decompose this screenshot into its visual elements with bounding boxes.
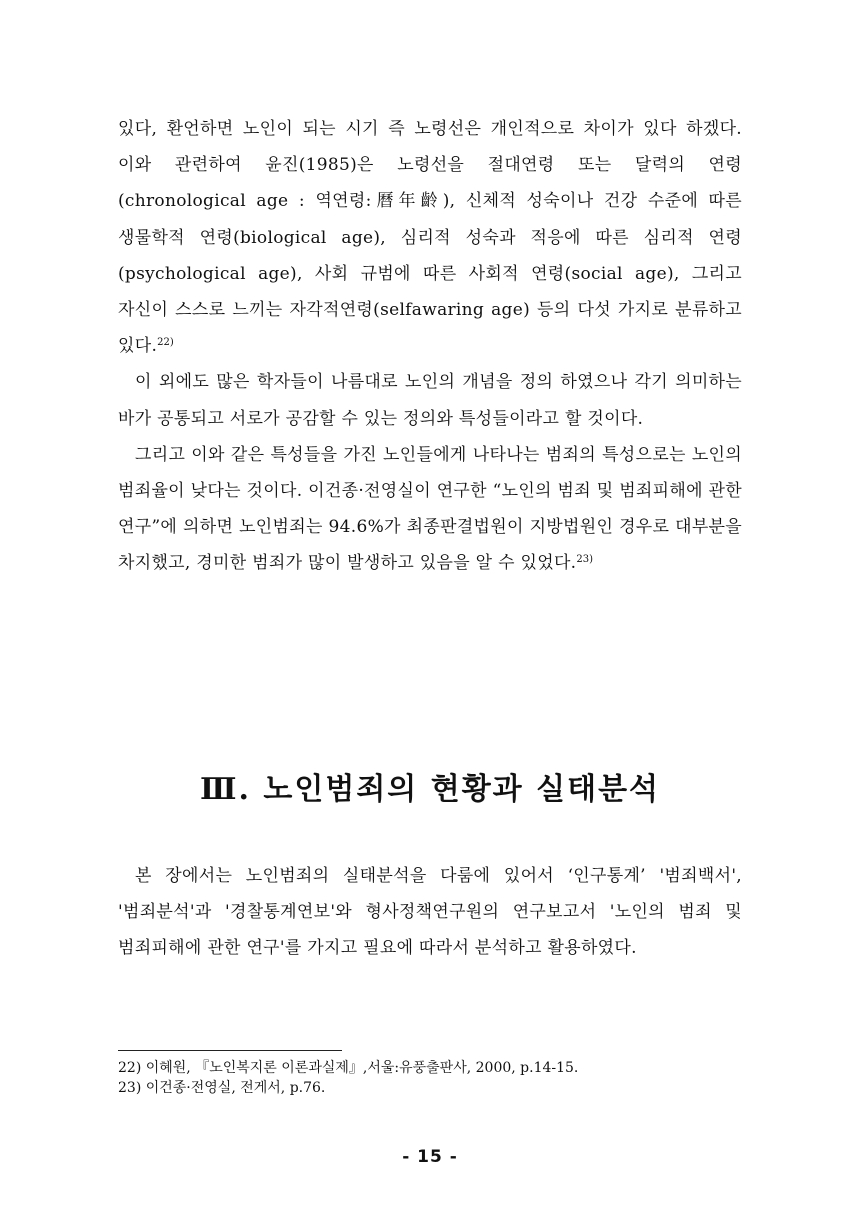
section-body-text bbox=[118, 858, 742, 967]
footnote-divider bbox=[118, 1050, 342, 1051]
footnote-reference-23: 23) bbox=[576, 554, 594, 566]
footnote-reference-22: 22) bbox=[157, 337, 174, 349]
paragraph-concept-of-elderly bbox=[118, 364, 742, 436]
footnote-23: 23) 이건종·전영실, 전게서, p.76. bbox=[118, 1080, 326, 1096]
paragraph-text: 본 장에서는 노인범죄의 실태분석을 다룸에 있어서 ‘인구통계’ '범죄백서', '범죄분석'과 '경찰통계연보'와 형사정책연구원의 연구보고서 '노인의 범죄 및 범죄피해에 관한 연구'를 가지고 필요에 따라서 분석하고 활용하였다. bbox=[118, 866, 742, 959]
section-heading: Ⅲ. 노인범죄의 현황과 실태분석 bbox=[199, 772, 661, 807]
page-number: - 15 - bbox=[402, 1147, 458, 1167]
paragraph-text: 그리고 이와 같은 특성들을 가진 노인들에게 나타나는 범죄의 특성으로는 노인의 범죄율이 낮다는 것이다. 이건종·전영실이 연구한 “노인의 범죄 및 범죄피해에 관한 연구”에 의하면 노인범죄는 94.6%가 최종판결법원이 지방법원인 경우로 대부분을 차지했고, 경미한 범죄가 많이 발생하고 있음을 알 수 있었다. bbox=[118, 444, 742, 574]
paragraph-chapter-intro bbox=[118, 858, 742, 967]
paragraph-text: 이 외에도 많은 학자들이 나름대로 노인의 개념을 정의 하였으나 각기 의미하는 바가 공통되고 서로가 공감할 수 있는 정의와 특성들이라고 할 것이다. bbox=[118, 372, 742, 429]
footnotes bbox=[118, 1058, 742, 1098]
paragraph-text: 있다, 환언하면 노인이 되는 시기 즉 노령선은 개인적으로 차이가 있다 하겠다. 이와 관련하여 윤진(1985)은 노령선을 절대연령 또는 달력의 연령(chronological age : 역연령:曆年齡), 신체적 성숙이나 건강 수준에 따른 생물학적 연령(biological age), 심리적 성숙과 적응에 따른 심리적 연령(psychological age), 사회 규범에 따른 사회적 연령(social age), 그리고 자신이 스스로 느끼는 자각적연령(selfawaring age) 등의 다섯 가지로 분류하고 있다. bbox=[118, 119, 742, 357]
footnote-22: 22) 이혜원, 『노인복지론 이론과실제』,서울:유풍출판사, 2000, p.14-15. bbox=[118, 1060, 579, 1076]
paragraph-classification-of-age bbox=[118, 111, 742, 364]
body-text-block bbox=[118, 111, 742, 582]
paragraph-crime-characteristics bbox=[118, 437, 742, 582]
